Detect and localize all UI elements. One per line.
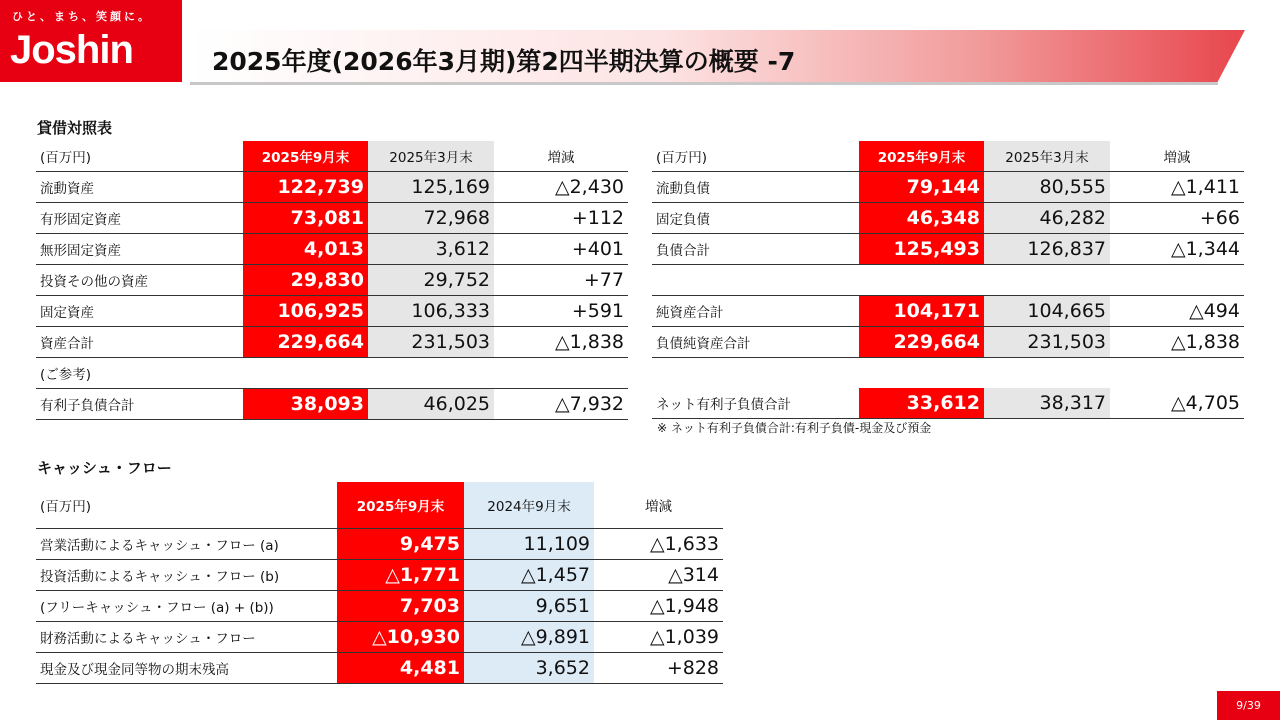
value-current: △1,771 [337,560,464,591]
row-label: (フリーキャッシュ・フロー (a) + (b)) [36,591,337,622]
value-previous: 80,555 [984,172,1110,203]
col-2025-03: 2025年3月末 [368,141,494,172]
row-label: 資産合計 [36,327,243,358]
value-current: 73,081 [243,203,368,234]
cash-flow-header-row [36,482,723,529]
table-row [652,234,1244,265]
col-change: 増減 [494,141,628,172]
col-2025-09: 2025年9月末 [859,141,984,172]
row-label: 固定負債 [652,203,859,234]
row-label: 負債純資産合計 [652,327,859,358]
value-change: △494 [1110,296,1244,327]
row-label: 負債合計 [652,234,859,265]
value-current: 4,013 [243,234,368,265]
value-change: △7,932 [494,389,628,420]
empty-row [652,265,1244,296]
spacer-cell [652,358,1244,389]
reference-label: (ご参考) [36,358,628,389]
row-label: 有利子負債合計 [36,389,243,420]
balance-sheet-heading: 貸借対照表 [37,119,113,137]
value-previous: 231,503 [368,327,494,358]
value-previous: 11,109 [464,529,594,560]
table-row [652,327,1244,358]
reference-label-row [36,358,628,389]
value-previous: 126,837 [984,234,1110,265]
cash-flow-table [36,482,723,684]
liabilities-header-row [652,141,1244,172]
value-current: 29,830 [243,265,368,296]
table-row [36,327,628,358]
table-row [36,529,723,560]
liabilities-table [652,141,1244,419]
logo-tagline: ひと、まち、笑顔に。 [12,10,152,23]
logo-name: Joshin [10,28,133,72]
value-change: △314 [594,560,723,591]
table-row [36,265,628,296]
table-row [36,203,628,234]
table-row [36,653,723,684]
value-current: 122,739 [243,172,368,203]
spacer-row [652,358,1244,389]
value-current: 104,171 [859,296,984,327]
value-previous: 104,665 [984,296,1110,327]
row-label: 流動資産 [36,172,243,203]
value-previous: 231,503 [984,327,1110,358]
value-change: +112 [494,203,628,234]
col-change: 増減 [1110,141,1244,172]
value-change: +77 [494,265,628,296]
value-previous: 38,317 [984,388,1110,419]
page-number: 9/39 [1217,691,1280,720]
value-current: 229,664 [859,327,984,358]
value-previous: 29,752 [368,265,494,296]
value-previous: 72,968 [368,203,494,234]
col-2025-09: 2025年9月末 [337,482,464,529]
value-current: 229,664 [243,327,368,358]
value-change: △1,633 [594,529,723,560]
table-row [652,203,1244,234]
value-current: 4,481 [337,653,464,684]
value-current: 106,925 [243,296,368,327]
value-change: △2,430 [494,172,628,203]
net-debt-footnote: ※ ネット有利子負債合計:有利子負債-現金及び預金 [657,421,932,435]
table-row [36,172,628,203]
value-previous: △1,457 [464,560,594,591]
table-row [36,622,723,653]
title-underline [190,82,1218,85]
value-current: 46,348 [859,203,984,234]
value-previous: 46,025 [368,389,494,420]
table-row [36,389,628,420]
table-row [652,172,1244,203]
value-change: △1,411 [1110,172,1244,203]
value-change: △1,039 [594,622,723,653]
value-previous: 3,612 [368,234,494,265]
cash-flow-heading: キャッシュ・フロー [37,459,172,477]
unit-label: (百万円) [652,141,859,172]
col-2025-09: 2025年9月末 [243,141,368,172]
table-row [36,591,723,622]
value-change: △1,344 [1110,234,1244,265]
value-current: 38,093 [243,389,368,420]
value-current: 33,612 [859,388,984,419]
value-current: 79,144 [859,172,984,203]
assets-header-row [36,141,628,172]
row-label: 純資産合計 [652,296,859,327]
unit-label: (百万円) [36,141,243,172]
value-change: +591 [494,296,628,327]
col-change: 増減 [594,482,723,529]
table-row [652,388,1244,419]
value-current: 9,475 [337,529,464,560]
row-label: 固定資産 [36,296,243,327]
assets-table [36,141,628,420]
col-2025-03: 2025年3月末 [984,141,1110,172]
value-change: +66 [1110,203,1244,234]
value-previous: 46,282 [984,203,1110,234]
row-label: 財務活動によるキャッシュ・フロー [36,622,337,653]
value-previous: 106,333 [368,296,494,327]
page-title: 2025年度(2026年3月期)第2四半期決算の概要 -7 [212,47,796,76]
value-change: △1,948 [594,591,723,622]
col-2024-09: 2024年9月末 [464,482,594,529]
row-label: 流動負債 [652,172,859,203]
table-row [36,234,628,265]
row-label: 有形固定資産 [36,203,243,234]
value-current: △10,930 [337,622,464,653]
row-label: ネット有利子負債合計 [652,388,859,419]
empty-cell [652,265,1244,296]
value-change: +828 [594,653,723,684]
unit-label: (百万円) [36,482,337,529]
row-label: 投資その他の資産 [36,265,243,296]
table-row [36,296,628,327]
row-label: 投資活動によるキャッシュ・フロー (b) [36,560,337,591]
value-current: 125,493 [859,234,984,265]
value-change: △1,838 [494,327,628,358]
value-previous: 125,169 [368,172,494,203]
table-row [36,560,723,591]
joshin-logo [0,0,182,82]
row-label: 無形固定資産 [36,234,243,265]
row-label: 営業活動によるキャッシュ・フロー (a) [36,529,337,560]
value-previous: △9,891 [464,622,594,653]
value-change: △4,705 [1110,388,1244,419]
value-change: +401 [494,234,628,265]
value-previous: 9,651 [464,591,594,622]
value-current: 7,703 [337,591,464,622]
value-change: △1,838 [1110,327,1244,358]
value-previous: 3,652 [464,653,594,684]
row-label: 現金及び現金同等物の期末残高 [36,653,337,684]
table-row [652,296,1244,327]
